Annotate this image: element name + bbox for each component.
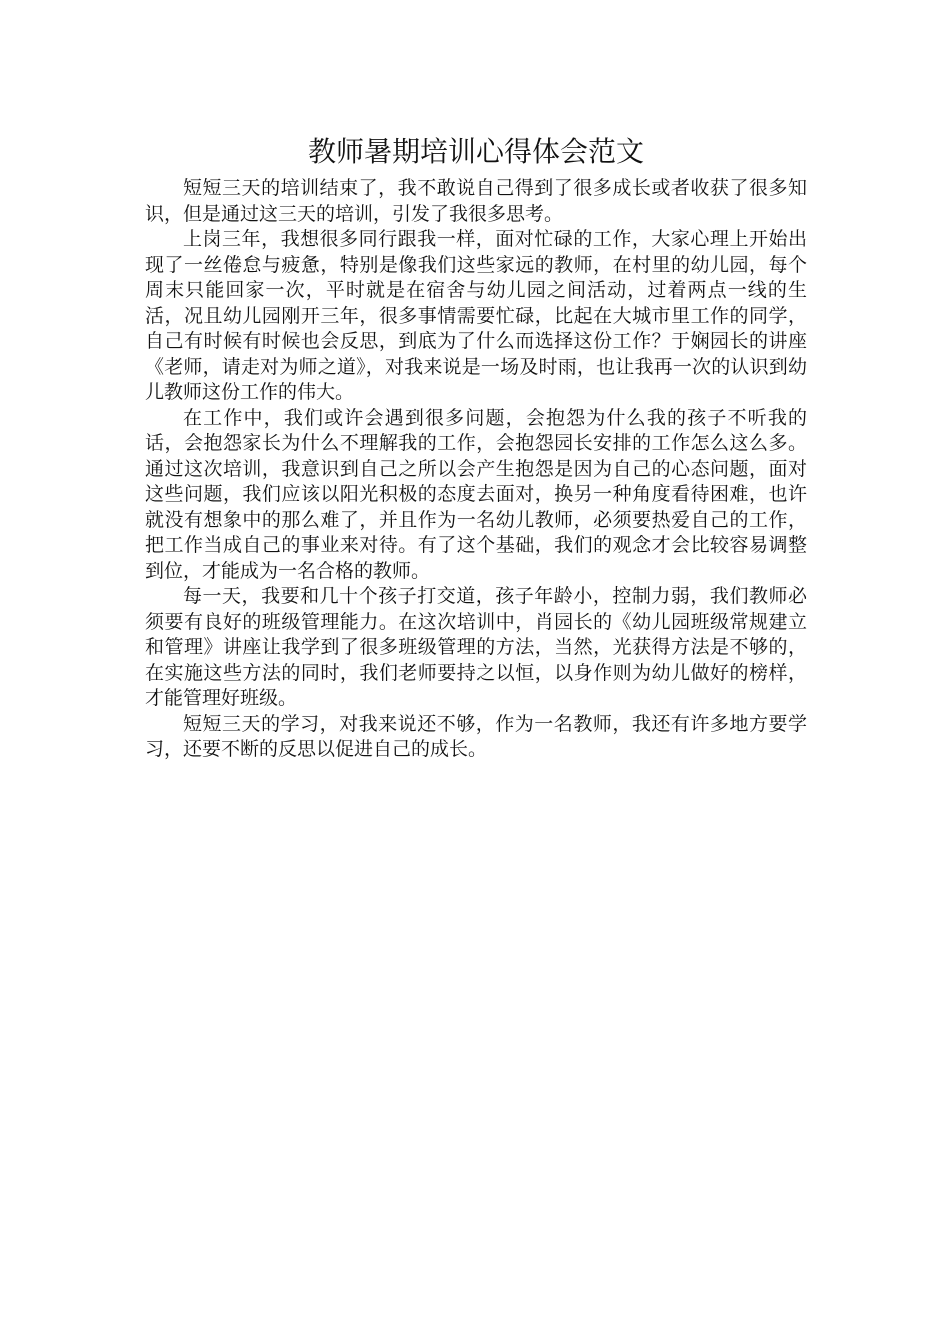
paragraph: 上岗三年，我想很多同行跟我一样，面对忙碌的工作，大家心理上开始出现了一丝倦怠与疲惫，特别是像我们这些家远的教师，在村里的幼儿园，每个周末只能回家一次，平时就是在宿舍与幼儿园之间活动，过着两点一线的生活，况且幼儿园刚开三年，很多事情需要忙碌，比起在大城市里工作的同学，自己有时候有时候也会反思，到底为了什么而选择这份工作？于娴园长的讲座《老师，请走对为师之道》，对我来说是一场及时雨，也让我再一次的认识到幼儿教师这份工作的伟大。 xyxy=(145,228,807,403)
document-title: 教师暑期培训心得体会范文 xyxy=(307,135,644,168)
paragraph: 每一天，我要和几十个孩子打交道，孩子年龄小，控制力弱，我们教师必须要有良好的班级管理能力。在这次培训中，肖园长的《幼儿园班级常规建立和管理》讲座让我学到了很多班级管理的方法，当然，光获得方法是不够的，在实施这些方法的同时，我们老师要持之以恒，以身作则为幼儿做好的榜样，才能管理好班级。 xyxy=(145,585,807,709)
document-body xyxy=(145,176,807,763)
paragraph: 短短三天的培训结束了，我不敢说自己得到了很多成长或者收获了很多知识，但是通过这三天的培训，引发了我很多思考。 xyxy=(145,177,807,225)
paragraph: 短短三天的学习，对我来说还不够，作为一名教师，我还有许多地方要学习，还要不断的反思以促进自己的成长。 xyxy=(145,712,807,760)
paragraph: 在工作中，我们或许会遇到很多问题，会抱怨为什么我的孩子不听我的话，会抱怨家长为什么不理解我的工作，会抱怨园长安排的工作怎么这么多。通过这次培训，我意识到自己之所以会产生抱怨是因为自己的心态问题，面对这些问题，我们应该以阳光积极的态度去面对，换另一种角度看待困难，也许就没有想象中的那么难了，并且作为一名幼儿教师，必须要热爱自己的工作，把工作当成自己的事业来对待。有了这个基础，我们的观念才会比较容易调整到位，才能成为一名合格的教师。 xyxy=(145,406,807,582)
